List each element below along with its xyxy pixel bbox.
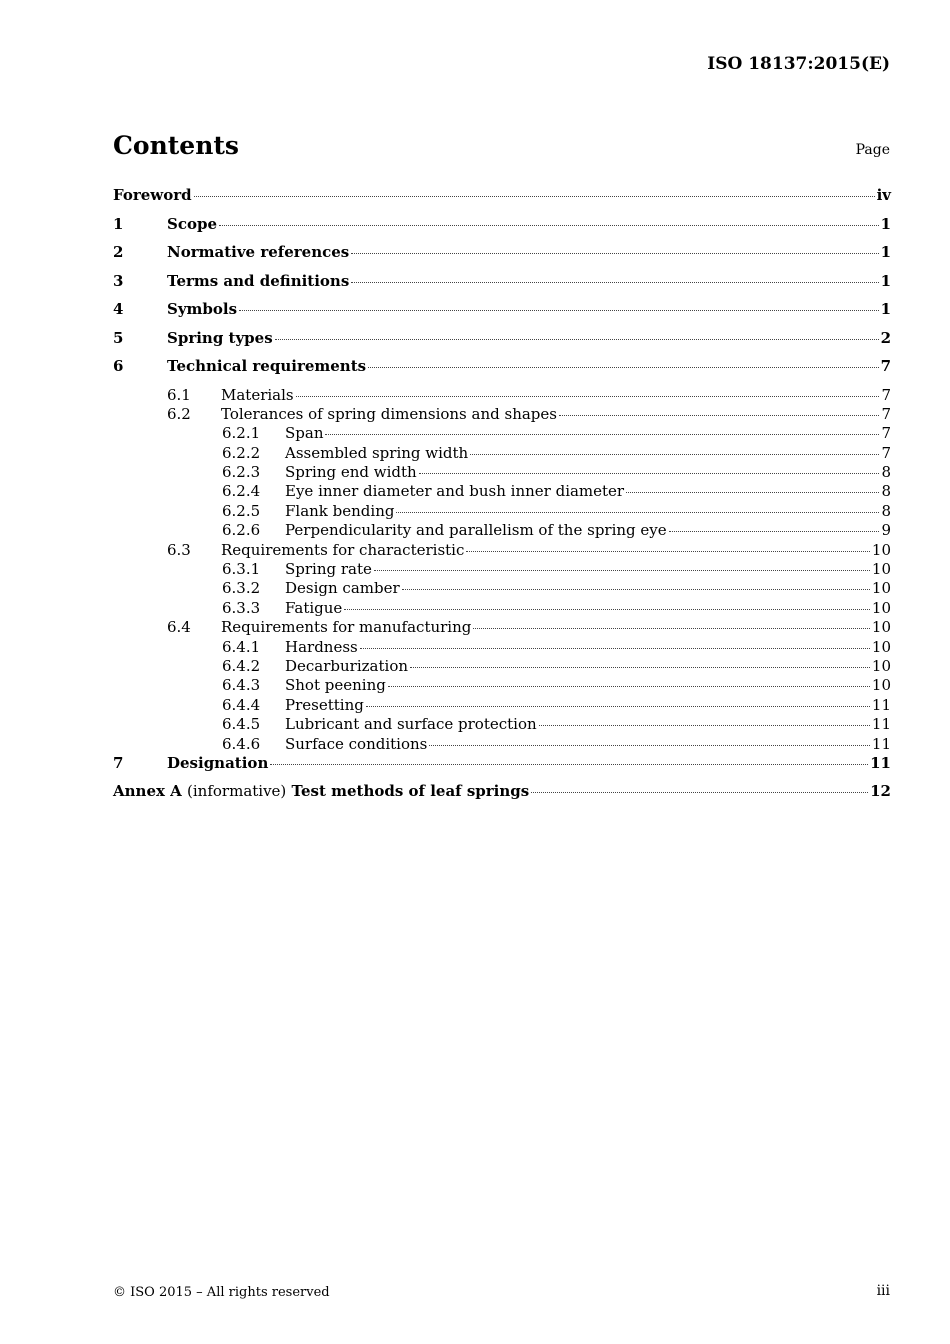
toc-entry-number: 6.4.4: [222, 695, 261, 714]
dot-leader: [368, 367, 878, 368]
toc-entry-number: 6.2.4: [222, 482, 261, 501]
toc-entry[interactable]: [113, 521, 891, 540]
toc-entry-number: 6.1: [167, 385, 191, 404]
dot-leader: [559, 415, 879, 416]
dot-leader: [470, 454, 879, 455]
toc-entry[interactable]: [113, 186, 891, 215]
toc-entry-title: Tolerances of spring dimensions and shapes: [221, 404, 557, 423]
toc-entry-title: Terms and definitions: [167, 271, 350, 290]
dot-leader: [296, 396, 880, 397]
dot-leader: [429, 745, 870, 746]
toc-entry-number: 6.4.6: [222, 734, 261, 753]
toc-entry-page: 8: [881, 463, 891, 482]
toc-entry-number: 7: [113, 753, 124, 772]
page-column-label: Page: [855, 142, 890, 158]
toc-entry-page: 8: [881, 501, 891, 520]
annex-label: Annex A: [113, 782, 182, 801]
toc-entry-page: 11: [871, 715, 891, 734]
toc-entry[interactable]: [113, 638, 891, 657]
toc-entry-page: 12: [870, 782, 891, 801]
toc-entry-number: 1: [113, 214, 124, 233]
toc-entry-number: 6.2.1: [222, 424, 261, 443]
toc-entry[interactable]: [113, 386, 891, 405]
toc-entry-title: Surface conditions: [285, 734, 428, 753]
toc-entry-title: Fatigue: [285, 598, 343, 617]
page-title: Contents: [113, 131, 240, 160]
toc-entry-title: Decarburization: [285, 656, 409, 675]
toc-entry-title: Spring rate: [285, 560, 372, 579]
toc-entry-page: 9: [881, 521, 891, 540]
toc-entry-page: 7: [881, 404, 891, 423]
dot-leader: [275, 339, 879, 340]
toc-entry[interactable]: [113, 754, 891, 783]
dot-leader: [351, 253, 878, 254]
dot-leader: [374, 570, 870, 571]
toc-entry-title: Technical requirements: [167, 357, 367, 375]
toc-entry[interactable]: [113, 357, 891, 386]
toc-entry-title: Perpendicularity and parallelism of the spring eye: [285, 521, 667, 540]
toc-entry-page: 10: [871, 656, 891, 675]
toc-entry-page: 10: [871, 676, 891, 695]
toc-entry-number: 6.4.1: [222, 637, 261, 656]
toc-entry-page: 7: [880, 357, 891, 375]
toc-entry-title: Presetting: [285, 695, 364, 714]
dot-leader: [388, 686, 870, 687]
toc-entry-page: 7: [881, 424, 891, 443]
toc-entry[interactable]: [113, 243, 891, 272]
toc-entry[interactable]: [113, 560, 891, 579]
toc-entry-title: Design camber: [285, 579, 400, 598]
dot-leader: [351, 282, 878, 283]
dot-leader: [402, 589, 870, 590]
toc-entry-number: 5: [113, 328, 124, 347]
toc-entry-title: Designation: [167, 753, 269, 772]
toc-entry-page: 11: [871, 695, 891, 714]
dot-leader: [396, 512, 879, 513]
toc-entry-title: Lubricant and surface protection: [285, 715, 537, 734]
toc-entry-number: 6.4.3: [222, 676, 261, 695]
toc-entry-page: 2: [880, 328, 891, 347]
toc-entry-number: 6.4.2: [222, 656, 261, 675]
dot-leader: [270, 764, 868, 765]
toc-entry[interactable]: [113, 444, 891, 463]
toc-entry-page: 11: [871, 734, 891, 753]
dot-leader: [360, 648, 870, 649]
toc-entry-page: 1: [880, 214, 891, 233]
toc-entry[interactable]: [113, 657, 891, 676]
toc-entry[interactable]: [113, 405, 891, 424]
dot-leader: [366, 706, 870, 707]
toc-entry-page: 10: [871, 560, 891, 579]
toc-entry-page: 8: [881, 482, 891, 501]
annex-type: (informative): [187, 782, 287, 801]
toc-entry-page: iv: [876, 186, 891, 204]
toc-entry-page: 10: [871, 598, 891, 617]
dot-leader: [531, 792, 868, 793]
toc-entry-title: Foreword: [113, 186, 192, 204]
dot-leader: [539, 725, 870, 726]
dot-leader: [473, 628, 870, 629]
toc-entry[interactable]: [113, 272, 891, 301]
toc-entry-page: 1: [880, 271, 891, 290]
toc-entry[interactable]: [113, 482, 891, 501]
toc-entry[interactable]: [113, 618, 891, 637]
dot-leader: [344, 609, 870, 610]
toc-entry-number: 6.3: [167, 540, 191, 559]
toc-entry-page: 1: [880, 243, 891, 261]
dot-leader: [239, 310, 879, 311]
toc-entry-title: Scope: [167, 214, 218, 233]
toc-entry-title: [113, 782, 529, 800]
toc-entry-number: 6.2.5: [222, 501, 261, 520]
copyright-footer: © ISO 2015 – All rights reserved: [113, 1285, 330, 1300]
toc-entry-number: 6.3.2: [222, 579, 261, 598]
toc-entry-title: Span: [285, 424, 324, 443]
toc-entry-title: Eye inner diameter and bush inner diameter: [285, 482, 625, 501]
toc-entry-number: 6.4.5: [222, 715, 261, 734]
toc-entry-title: Symbols: [167, 300, 238, 318]
toc-entry-number: 6.2.6: [222, 521, 261, 540]
toc-entry-title: Spring end width: [285, 463, 417, 482]
toc-entry[interactable]: [113, 782, 891, 811]
dot-leader: [410, 667, 870, 668]
toc-entry-title: Normative references: [167, 243, 350, 261]
dot-leader: [466, 551, 870, 552]
toc-entry[interactable]: [113, 715, 891, 734]
toc-entry[interactable]: [113, 541, 891, 560]
toc-entry-page: 10: [871, 637, 891, 656]
toc-entry[interactable]: [113, 502, 891, 521]
toc-entry-page: 7: [881, 443, 891, 462]
dot-leader: [626, 492, 879, 493]
toc-entry-title: Flank bending: [285, 501, 395, 520]
dot-leader: [219, 225, 879, 226]
toc-entry-page: 10: [871, 540, 891, 559]
toc-entry-title: Requirements for characteristic: [221, 540, 465, 559]
toc-entry-number: 6.2.3: [222, 463, 261, 482]
toc-entry-page: 10: [871, 579, 891, 598]
toc-entry-title: Shot peening: [285, 676, 386, 695]
toc-entry-page: 10: [871, 618, 891, 637]
page-number: iii: [876, 1283, 890, 1299]
toc-entry-number: 6.4: [167, 618, 191, 637]
dot-leader: [325, 434, 879, 435]
toc-entry-title: Requirements for manufacturing: [221, 618, 472, 637]
toc-entry-number: 6.3.3: [222, 598, 261, 617]
toc-entry[interactable]: [113, 215, 891, 244]
toc-entry-number: 6.3.1: [222, 560, 261, 579]
annex-title: Test methods of leaf springs: [291, 782, 530, 801]
toc-entry-number: 3: [113, 271, 124, 290]
toc-entry-number: 2: [113, 243, 124, 261]
document-id: ISO 18137:2015(E): [707, 54, 890, 74]
toc-entry[interactable]: [113, 579, 891, 598]
toc-entry-title: Spring types: [167, 328, 273, 347]
toc-entry-number: 4: [113, 300, 124, 318]
toc-entry[interactable]: [113, 463, 891, 482]
toc-entry[interactable]: [113, 329, 891, 358]
toc-entry-number: 6: [113, 357, 124, 375]
toc-entry-page: 11: [870, 753, 891, 772]
toc-entry[interactable]: [113, 676, 891, 695]
table-of-contents: [113, 186, 891, 811]
toc-entry-page: 1: [880, 300, 891, 318]
toc-entry[interactable]: [113, 424, 891, 443]
toc-entry-page: 7: [881, 385, 891, 404]
toc-entry-number: 6.2.2: [222, 443, 261, 462]
toc-entry-title: Assembled spring width: [285, 443, 469, 462]
toc-entry[interactable]: [113, 735, 891, 754]
toc-entry[interactable]: [113, 599, 891, 618]
toc-entry-title: Hardness: [285, 637, 358, 656]
toc-entry-number: 6.2: [167, 404, 191, 423]
dot-leader: [419, 473, 880, 474]
dot-leader: [194, 196, 875, 197]
dot-leader: [669, 531, 880, 532]
toc-entry[interactable]: [113, 300, 891, 329]
toc-entry[interactable]: [113, 696, 891, 715]
toc-entry-title: Materials: [221, 385, 294, 404]
